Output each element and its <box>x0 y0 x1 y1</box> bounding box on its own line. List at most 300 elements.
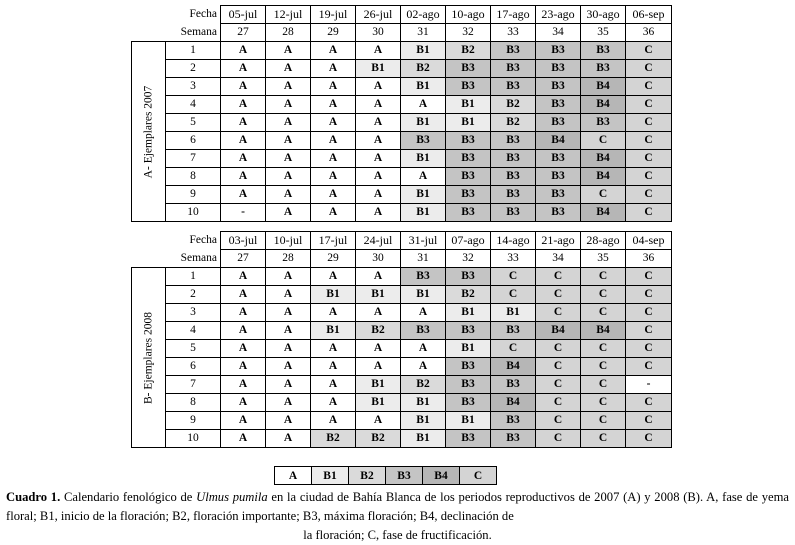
week-header: 33 <box>491 24 536 42</box>
phase-cell: B1 <box>446 114 491 132</box>
phase-cell: C <box>626 96 672 114</box>
phase-cell: B3 <box>536 114 581 132</box>
week-header: 27 <box>221 250 266 268</box>
phase-cell: B1 <box>446 304 491 322</box>
week-header: 27 <box>221 24 266 42</box>
phase-cell: A <box>266 114 311 132</box>
phase-cell: A <box>356 132 401 150</box>
phase-cell: A <box>266 60 311 78</box>
phase-cell: A <box>311 78 356 96</box>
phase-cell: A <box>221 286 266 304</box>
phase-cell: - <box>626 376 672 394</box>
phase-cell: A <box>311 186 356 204</box>
phase-cell: B3 <box>446 376 491 394</box>
phase-cell: A <box>311 340 356 358</box>
legend-item: C <box>460 467 497 485</box>
date-header: 10-jul <box>266 232 311 250</box>
week-header: 32 <box>446 250 491 268</box>
phase-cell: A <box>266 304 311 322</box>
phase-cell: A <box>266 186 311 204</box>
phase-cell: A <box>356 268 401 286</box>
phase-cell: C <box>626 340 672 358</box>
phase-cell: B1 <box>446 412 491 430</box>
phase-cell: B3 <box>536 60 581 78</box>
phase-cell: B2 <box>356 430 401 448</box>
phase-cell: - <box>221 204 266 222</box>
phase-cell: A <box>221 412 266 430</box>
phase-cell: A <box>266 358 311 376</box>
specimen-number: 5 <box>166 114 221 132</box>
specimen-number: 3 <box>166 304 221 322</box>
date-header: 28-ago <box>581 232 626 250</box>
date-header: 14-ago <box>491 232 536 250</box>
phase-cell: C <box>626 114 672 132</box>
phase-cell: B4 <box>491 358 536 376</box>
phase-cell: A <box>356 186 401 204</box>
phase-cell: C <box>581 412 626 430</box>
section-label-text: B- Ejemplares 2008 <box>142 311 154 404</box>
phase-cell: A <box>356 96 401 114</box>
date-header: 17-ago <box>491 6 536 24</box>
week-header: 32 <box>446 24 491 42</box>
date-header: 30-ago <box>581 6 626 24</box>
phase-cell: A <box>266 286 311 304</box>
phase-cell: B1 <box>446 340 491 358</box>
week-header: 36 <box>626 24 672 42</box>
legend-item: A <box>275 467 312 485</box>
phase-cell: B1 <box>356 394 401 412</box>
phase-cell: C <box>626 430 672 448</box>
phase-cell: B3 <box>446 394 491 412</box>
phase-cell: B3 <box>446 150 491 168</box>
phase-cell: A <box>266 268 311 286</box>
phase-cell: C <box>626 358 672 376</box>
table-row <box>132 394 672 412</box>
phase-cell: B1 <box>401 430 446 448</box>
phase-cell: A <box>266 132 311 150</box>
phase-cell: A <box>221 114 266 132</box>
phase-cell: A <box>401 340 446 358</box>
phase-cell: B1 <box>401 114 446 132</box>
phase-cell: B3 <box>446 168 491 186</box>
phase-cell: B3 <box>491 430 536 448</box>
phase-cell: C <box>626 304 672 322</box>
phase-cell: C <box>626 150 672 168</box>
date-header: 10-ago <box>446 6 491 24</box>
phase-cell: A <box>356 412 401 430</box>
week-header: 35 <box>581 24 626 42</box>
phase-cell: A <box>221 430 266 448</box>
legend-item: B4 <box>423 467 460 485</box>
phase-cell: A <box>356 168 401 186</box>
phase-cell: B1 <box>401 78 446 96</box>
phase-cell: B4 <box>581 168 626 186</box>
week-header: 28 <box>266 250 311 268</box>
phase-cell: A <box>266 150 311 168</box>
phase-cell: A <box>221 340 266 358</box>
phenology-table-2007 <box>131 5 672 222</box>
date-header: 23-ago <box>536 6 581 24</box>
phase-cell: B3 <box>446 78 491 96</box>
phase-cell: B2 <box>491 114 536 132</box>
phase-cell: A <box>311 268 356 286</box>
table-row <box>132 322 672 340</box>
phase-cell: B3 <box>491 376 536 394</box>
phase-cell: A <box>221 322 266 340</box>
phase-cell: A <box>221 394 266 412</box>
phase-cell: C <box>626 60 672 78</box>
phase-cell: C <box>581 286 626 304</box>
phase-cell: C <box>536 394 581 412</box>
phase-cell: B1 <box>401 150 446 168</box>
section-label-text: A- Ejemplares 2007 <box>142 85 154 178</box>
phase-cell: A <box>356 358 401 376</box>
phase-cell: B4 <box>581 96 626 114</box>
specimen-number: 9 <box>166 186 221 204</box>
phase-cell: B3 <box>401 322 446 340</box>
specimen-number: 5 <box>166 340 221 358</box>
phase-cell: A <box>266 412 311 430</box>
date-header: 02-ago <box>401 6 446 24</box>
week-header: 31 <box>401 24 446 42</box>
blank-cell <box>132 250 166 268</box>
phase-cell: A <box>311 412 356 430</box>
phase-cell: B1 <box>401 394 446 412</box>
table-row <box>132 304 672 322</box>
phase-cell: B3 <box>491 168 536 186</box>
blank-cell <box>132 6 166 24</box>
phase-cell: C <box>536 340 581 358</box>
phase-cell: C <box>581 376 626 394</box>
caption-label: Cuadro 1. <box>6 490 61 504</box>
phase-cell: A <box>221 96 266 114</box>
specimen-number: 4 <box>166 322 221 340</box>
phase-cell: B1 <box>311 322 356 340</box>
phase-cell: A <box>221 268 266 286</box>
phase-cell: A <box>221 358 266 376</box>
phase-cell: B3 <box>536 42 581 60</box>
phase-cell: C <box>581 132 626 150</box>
phase-cell: C <box>626 204 672 222</box>
phase-cell: B1 <box>401 286 446 304</box>
phase-cell: B4 <box>581 204 626 222</box>
phase-cell: B1 <box>311 286 356 304</box>
legend-item: B1 <box>312 467 349 485</box>
week-header: 30 <box>356 250 401 268</box>
phase-cell: B1 <box>401 412 446 430</box>
specimen-number: 1 <box>166 268 221 286</box>
phase-cell: B1 <box>356 376 401 394</box>
table-row <box>132 132 672 150</box>
phase-cell: A <box>266 204 311 222</box>
phase-cell: C <box>536 430 581 448</box>
phase-cell: B2 <box>491 96 536 114</box>
phase-cell: B3 <box>491 78 536 96</box>
phase-cell: A <box>266 78 311 96</box>
table-row <box>132 150 672 168</box>
phase-cell: C <box>536 286 581 304</box>
table-row <box>132 96 672 114</box>
phase-cell: C <box>581 358 626 376</box>
table-row <box>132 42 672 60</box>
phase-cell: B3 <box>446 268 491 286</box>
specimen-number: 3 <box>166 78 221 96</box>
phase-cell: B1 <box>401 42 446 60</box>
table-row <box>132 60 672 78</box>
phase-cell: B1 <box>401 186 446 204</box>
specimen-number: 8 <box>166 394 221 412</box>
fecha-label: Fecha <box>189 8 217 20</box>
section-label <box>132 42 166 222</box>
phase-cell: A <box>221 168 266 186</box>
phase-cell: A <box>266 322 311 340</box>
phase-cell: A <box>221 304 266 322</box>
phase-cell: C <box>626 412 672 430</box>
week-header: 34 <box>536 24 581 42</box>
phase-cell: C <box>626 186 672 204</box>
specimen-number: 10 <box>166 204 221 222</box>
phase-cell: B1 <box>401 204 446 222</box>
phase-cell: A <box>356 204 401 222</box>
phase-cell: B3 <box>491 204 536 222</box>
legend-item: B2 <box>349 467 386 485</box>
week-header: 36 <box>626 250 672 268</box>
date-header: 04-sep <box>626 232 672 250</box>
specimen-number: 6 <box>166 358 221 376</box>
phase-cell: A <box>311 42 356 60</box>
table-row <box>132 412 672 430</box>
table-row <box>132 204 672 222</box>
phase-cell: B3 <box>536 150 581 168</box>
phase-cell: A <box>311 114 356 132</box>
phase-cell: B3 <box>446 322 491 340</box>
phase-cell: C <box>626 394 672 412</box>
phenology-table-2008 <box>131 231 672 448</box>
phase-cell: A <box>311 150 356 168</box>
phase-cell: A <box>266 96 311 114</box>
phase-cell: B3 <box>446 430 491 448</box>
table-row <box>132 376 672 394</box>
phase-cell: A <box>356 78 401 96</box>
phase-cell: B4 <box>536 132 581 150</box>
specimen-number: 2 <box>166 286 221 304</box>
phase-cell: B2 <box>401 376 446 394</box>
table-row <box>132 268 672 286</box>
phase-cell: B2 <box>401 60 446 78</box>
phase-legend <box>274 466 497 485</box>
phase-cell: B2 <box>356 322 401 340</box>
week-header: 30 <box>356 24 401 42</box>
table-row <box>132 430 672 448</box>
week-header: 28 <box>266 24 311 42</box>
phase-cell: C <box>626 42 672 60</box>
specimen-number: 7 <box>166 150 221 168</box>
week-header: 33 <box>491 250 536 268</box>
phase-cell: A <box>311 168 356 186</box>
phase-cell: B4 <box>581 150 626 168</box>
phase-cell: A <box>311 358 356 376</box>
phase-cell: A <box>401 96 446 114</box>
specimen-number: 10 <box>166 430 221 448</box>
date-header: 12-jul <box>266 6 311 24</box>
phase-cell: C <box>626 286 672 304</box>
phase-cell: B3 <box>446 204 491 222</box>
phase-cell: B3 <box>401 132 446 150</box>
table-row <box>132 78 672 96</box>
phase-cell: B4 <box>491 394 536 412</box>
date-header: 19-jul <box>311 6 356 24</box>
table-row <box>132 114 672 132</box>
phase-cell: A <box>401 304 446 322</box>
phase-cell: A <box>311 304 356 322</box>
table-row <box>132 186 672 204</box>
week-header: 35 <box>581 250 626 268</box>
phase-cell: A <box>221 150 266 168</box>
table-caption <box>6 488 789 545</box>
phase-cell: B3 <box>446 60 491 78</box>
week-header: 31 <box>401 250 446 268</box>
specimen-number: 7 <box>166 376 221 394</box>
date-header: 26-jul <box>356 6 401 24</box>
phase-cell: A <box>266 430 311 448</box>
phase-cell: B3 <box>581 42 626 60</box>
phase-cell: A <box>266 376 311 394</box>
phase-cell: B3 <box>491 60 536 78</box>
phase-cell: B3 <box>491 150 536 168</box>
phase-cell: C <box>581 340 626 358</box>
phase-cell: C <box>491 340 536 358</box>
section-label <box>132 268 166 448</box>
phase-cell: C <box>626 322 672 340</box>
phase-cell: A <box>401 358 446 376</box>
phase-cell: C <box>491 286 536 304</box>
semana-label: Semana <box>180 251 217 264</box>
phase-cell: C <box>581 304 626 322</box>
table-row <box>132 168 672 186</box>
phase-cell: B1 <box>491 304 536 322</box>
phase-cell: A <box>266 168 311 186</box>
phase-cell: B3 <box>491 132 536 150</box>
phase-cell: A <box>311 96 356 114</box>
blank-cell <box>132 24 166 42</box>
phase-cell: A <box>221 78 266 96</box>
phase-cell: B3 <box>446 186 491 204</box>
phase-cell: A <box>221 376 266 394</box>
phase-cell: A <box>221 60 266 78</box>
blank-cell <box>132 232 166 250</box>
phase-cell: A <box>221 186 266 204</box>
table-row <box>132 340 672 358</box>
phase-cell: A <box>356 304 401 322</box>
date-header: 31-jul <box>401 232 446 250</box>
phase-cell: B3 <box>491 186 536 204</box>
phase-cell: A <box>266 340 311 358</box>
caption-text-last: la floración; C, fase de fructificación. <box>303 528 492 542</box>
phase-cell: B3 <box>491 412 536 430</box>
phase-cell: C <box>536 304 581 322</box>
phase-cell: C <box>536 412 581 430</box>
phase-cell: C <box>581 430 626 448</box>
phase-cell: A <box>356 340 401 358</box>
phase-cell: B3 <box>446 132 491 150</box>
table-row <box>132 286 672 304</box>
phase-cell: C <box>536 358 581 376</box>
phase-cell: C <box>626 78 672 96</box>
date-header: 06-sep <box>626 6 672 24</box>
week-header: 34 <box>536 250 581 268</box>
phase-cell: B3 <box>536 96 581 114</box>
phase-cell: B3 <box>581 114 626 132</box>
phase-cell: C <box>626 268 672 286</box>
phase-cell: A <box>221 42 266 60</box>
phase-cell: B2 <box>446 42 491 60</box>
specimen-number: 4 <box>166 96 221 114</box>
phase-cell: A <box>266 394 311 412</box>
semana-label: Semana <box>180 25 217 38</box>
phase-cell: C <box>626 132 672 150</box>
date-header: 03-jul <box>221 232 266 250</box>
phase-cell: C <box>491 268 536 286</box>
caption-text-before: Calendario fenológico de <box>60 490 197 504</box>
phase-cell: A <box>356 42 401 60</box>
specimen-number: 2 <box>166 60 221 78</box>
phase-cell: C <box>536 376 581 394</box>
phase-cell: C <box>536 268 581 286</box>
phase-cell: B1 <box>446 96 491 114</box>
phase-cell: B1 <box>356 60 401 78</box>
phase-cell: A <box>401 168 446 186</box>
phase-cell: C <box>581 394 626 412</box>
week-header: 29 <box>311 24 356 42</box>
phase-cell: A <box>311 394 356 412</box>
phase-cell: B3 <box>536 78 581 96</box>
phase-cell: B2 <box>311 430 356 448</box>
phase-cell: A <box>356 114 401 132</box>
specimen-number: 9 <box>166 412 221 430</box>
phase-cell: A <box>221 132 266 150</box>
phase-cell: B3 <box>536 168 581 186</box>
phase-cell: B3 <box>536 186 581 204</box>
phase-cell: A <box>266 42 311 60</box>
specimen-number: 6 <box>166 132 221 150</box>
caption-species: Ulmus pumila <box>196 490 268 504</box>
phase-cell: C <box>581 268 626 286</box>
phase-cell: B4 <box>581 78 626 96</box>
specimen-number: 1 <box>166 42 221 60</box>
date-header: 21-ago <box>536 232 581 250</box>
date-header: 07-ago <box>446 232 491 250</box>
fecha-label: Fecha <box>189 234 217 246</box>
date-header: 05-jul <box>221 6 266 24</box>
caption-text: en la ciudad de Bahía Blanca de los periodos reproductivos de 2007 (A) y 2008 (B). A, fase de yema floral; B1, inicio de la floración; B2, floración importante; B3, máxima floración; B4, declinación de <box>6 490 789 523</box>
phase-cell: A <box>356 150 401 168</box>
phase-cell: B3 <box>446 358 491 376</box>
phase-cell: C <box>581 186 626 204</box>
phase-cell: C <box>626 168 672 186</box>
phase-cell: B4 <box>581 322 626 340</box>
phase-cell: B3 <box>536 204 581 222</box>
phase-cell: B3 <box>401 268 446 286</box>
phase-cell: A <box>311 60 356 78</box>
phase-cell: A <box>311 376 356 394</box>
phase-cell: B3 <box>491 42 536 60</box>
table-row <box>132 358 672 376</box>
specimen-number: 8 <box>166 168 221 186</box>
phase-cell: B2 <box>446 286 491 304</box>
legend-item: B3 <box>386 467 423 485</box>
phase-cell: B4 <box>536 322 581 340</box>
date-header: 24-jul <box>356 232 401 250</box>
